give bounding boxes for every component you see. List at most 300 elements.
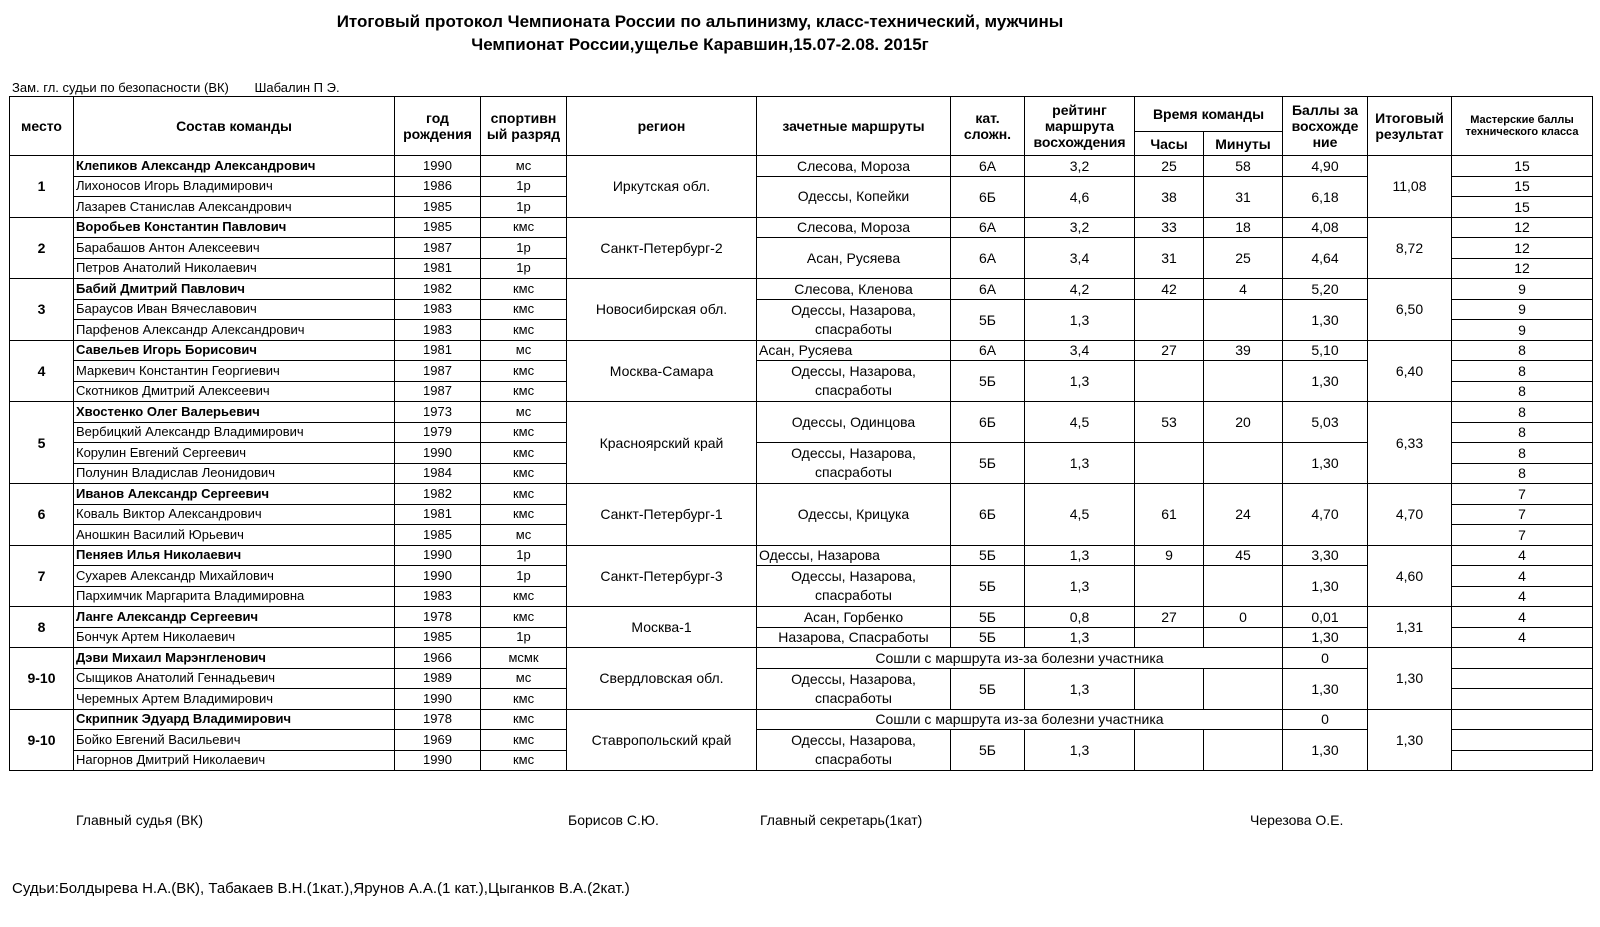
member-rank: мс [481,402,567,423]
route-category: 5Б [951,361,1025,402]
route-category: 6А [951,238,1025,279]
member-name: Барабашов Антон Алексеевич [74,238,395,259]
route-points: 1,30 [1283,668,1368,709]
team-place: 6 [10,484,74,546]
member-name: Скотников Дмитрий Алексеевич [74,381,395,402]
member-birth-year: 1973 [395,402,481,423]
member-name: Черемных Артем Владимирович [74,689,395,710]
team-result: 6,40 [1368,340,1452,402]
member-birth-year: 1983 [395,299,481,320]
member-master-points: 15 [1452,156,1593,177]
route-points: 4,08 [1283,217,1368,238]
route-rating: 1,3 [1025,668,1135,709]
team-place: 7 [10,545,74,607]
route-minutes: 18 [1204,217,1283,238]
team-result: 1,31 [1368,607,1452,648]
member-rank: 1р [481,238,567,259]
withdrawn-points: 0 [1283,709,1368,730]
route-category: 6Б [951,402,1025,443]
member-master-points: 12 [1452,217,1593,238]
route-category: 6А [951,279,1025,300]
route-minutes: 45 [1204,545,1283,566]
member-name: Скрипник Эдуард Владимирович [74,709,395,730]
member-name: Бончук Артем Николаевич [74,627,395,648]
route-hours: 9 [1135,545,1204,566]
route-rating: 4,6 [1025,176,1135,217]
route-category: 5Б [951,566,1025,607]
route-hours [1135,668,1204,709]
member-name: Пархимчик Маргарита Владимировна [74,586,395,607]
member-master-points: 12 [1452,258,1593,279]
team-result: 4,60 [1368,545,1452,607]
member-name: Полунин Владислав Леонидович [74,463,395,484]
route-points: 4,64 [1283,238,1368,279]
member-name: Петров Анатолий Николаевич [74,258,395,279]
route-minutes: 20 [1204,402,1283,443]
table-row [10,566,1593,587]
route-category: 6Б [951,484,1025,546]
route-name: Одессы, Назарова, спасработы [757,361,951,402]
member-birth-year: 1985 [395,525,481,546]
member-birth-year: 1985 [395,627,481,648]
member-rank: кмс [481,422,567,443]
route-category: 5Б [951,545,1025,566]
route-minutes [1204,730,1283,771]
route-rating: 1,3 [1025,566,1135,607]
route-points: 1,30 [1283,299,1368,340]
member-name: Маркевич Константин Георгиевич [74,361,395,382]
member-rank: кмс [481,361,567,382]
route-hours: 33 [1135,217,1204,238]
member-birth-year: 1983 [395,320,481,341]
team-result: 11,08 [1368,156,1452,218]
member-master-points: 8 [1452,361,1593,382]
team-result: 6,50 [1368,279,1452,341]
member-birth-year: 1990 [395,156,481,177]
route-rating: 3,2 [1025,217,1135,238]
member-name: Ланге Александр Сергеевич [74,607,395,628]
team-region: Санкт-Петербург-2 [567,217,757,279]
member-master-points: 15 [1452,197,1593,218]
route-hours [1135,299,1204,340]
member-name: Парфенов Александр Александрович [74,320,395,341]
team-place: 2 [10,217,74,279]
member-birth-year: 1984 [395,463,481,484]
member-birth-year: 1990 [395,545,481,566]
header-category: кат. сложн. [951,97,1025,156]
route-rating: 1,3 [1025,299,1135,340]
member-rank: кмс [481,689,567,710]
secretary-name: Черезова О.Е. [1250,812,1344,828]
route-name: Одессы, Назарова, спасработы [757,566,951,607]
header-year: год рождения [395,97,481,156]
member-master-points: 8 [1452,340,1593,361]
team-result: 6,33 [1368,402,1452,484]
member-master-points: 12 [1452,238,1593,259]
member-rank: 1р [481,545,567,566]
route-name: Асан, Горбенко [757,607,951,628]
member-rank: кмс [481,320,567,341]
route-name: Одессы, Назарова, спасработы [757,443,951,484]
route-category: 5Б [951,607,1025,628]
route-name: Одессы, Копейки [757,176,951,217]
route-hours: 25 [1135,156,1204,177]
route-category: 6Б [951,176,1025,217]
table-row [10,176,1593,197]
member-rank: кмс [481,299,567,320]
route-points: 1,30 [1283,730,1368,771]
member-rank: мсмк [481,648,567,669]
table-row [10,607,1593,628]
route-category: 5Б [951,299,1025,340]
member-rank: кмс [481,217,567,238]
team-region: Новосибирская обл. [567,279,757,341]
header-points: Баллы за восхожде ние [1283,97,1368,156]
route-minutes: 24 [1204,484,1283,546]
member-birth-year: 1978 [395,607,481,628]
route-name: Слесова, Мороза [757,156,951,177]
route-minutes [1204,627,1283,648]
route-rating: 0,8 [1025,607,1135,628]
member-name: Клепиков Александр Александрович [74,156,395,177]
route-category: 5Б [951,627,1025,648]
member-master-points: 4 [1452,627,1593,648]
member-master-points: 15 [1452,176,1593,197]
judges-list: Судьи:Болдырева Н.А.(ВК), Табакаев В.Н.(1кат.),Ярунов А.А.(1 кат.),Цыганков В.А.(2кат.) [12,880,630,897]
route-name: Одессы, Назарова, спасработы [757,730,951,771]
table-row [10,730,1593,751]
table-row [10,545,1593,566]
member-name: Воробьев Константин Павлович [74,217,395,238]
member-name: Аношкин Василий Юрьевич [74,525,395,546]
member-birth-year: 1986 [395,176,481,197]
route-category: 5Б [951,443,1025,484]
withdrawn-note: Сошли с маршрута из-за болезни участника [757,709,1283,730]
route-points: 3,30 [1283,545,1368,566]
table-row [10,156,1593,177]
member-name: Хвостенко Олег Валерьевич [74,402,395,423]
team-region: Москва-Самара [567,340,757,402]
route-hours [1135,566,1204,607]
route-category: 6А [951,217,1025,238]
header-region: регион [567,97,757,156]
table-row [10,484,1593,505]
header-routes: зачетные маршруты [757,97,951,156]
member-master-points [1452,668,1593,689]
member-rank: кмс [481,586,567,607]
team-place: 4 [10,340,74,402]
header-place: место [10,97,74,156]
member-birth-year: 1990 [395,443,481,464]
member-name: Лазарев Станислав Александрович [74,197,395,218]
protocol-title: Итоговый протокол Чемпионата России по альпинизму, класс-технический, мужчины [336,12,1064,31]
table-row [10,238,1593,259]
route-rating: 1,3 [1025,361,1135,402]
results-table [9,96,1593,771]
member-name: Бараусов Иван Вячеславович [74,299,395,320]
route-name: Одессы, Назарова [757,545,951,566]
member-rank: мс [481,340,567,361]
member-master-points: 7 [1452,525,1593,546]
member-rank: 1р [481,627,567,648]
secretary-label: Главный секретарь(1кат) [760,812,923,828]
header-team: Состав команды [74,97,395,156]
table-row [10,279,1593,300]
member-birth-year: 1990 [395,566,481,587]
member-rank: кмс [481,750,567,771]
member-name: Вербицкий Александр Владимирович [74,422,395,443]
route-minutes [1204,566,1283,607]
member-birth-year: 1990 [395,689,481,710]
route-name: Одессы, Назарова, спасработы [757,668,951,709]
route-minutes: 4 [1204,279,1283,300]
member-rank: кмс [481,607,567,628]
route-rating: 3,4 [1025,238,1135,279]
team-place: 9-10 [10,709,74,771]
route-points: 1,30 [1283,627,1368,648]
member-master-points: 8 [1452,463,1593,484]
route-hours: 61 [1135,484,1204,546]
member-birth-year: 1982 [395,279,481,300]
route-points: 1,30 [1283,566,1368,607]
route-hours: 31 [1135,238,1204,279]
header-rating: рейтинг маршрута восхождения [1025,97,1135,156]
table-row [10,361,1593,382]
withdrawn-note: Сошли с маршрута из-за болезни участника [757,648,1283,669]
member-name: Сухарев Александр Михайлович [74,566,395,587]
member-name: Нагорнов Дмитрий Николаевич [74,750,395,771]
route-minutes [1204,361,1283,402]
member-name: Коваль Виктор Александрович [74,504,395,525]
route-minutes [1204,299,1283,340]
member-name: Корулин Евгений Сергеевич [74,443,395,464]
route-name: Асан, Русяева [757,238,951,279]
route-points: 4,90 [1283,156,1368,177]
route-name: Слесова, Мороза [757,217,951,238]
route-minutes: 31 [1204,176,1283,217]
team-result: 1,30 [1368,648,1452,710]
member-rank: кмс [481,504,567,525]
route-rating: 3,4 [1025,340,1135,361]
route-minutes: 58 [1204,156,1283,177]
table-row [10,709,1593,730]
member-master-points: 9 [1452,299,1593,320]
member-birth-year: 1983 [395,586,481,607]
member-master-points: 8 [1452,381,1593,402]
member-master-points [1452,709,1593,730]
member-master-points [1452,750,1593,771]
chief-judge-label: Главный судья (ВК) [76,812,203,828]
route-minutes [1204,668,1283,709]
route-points: 1,30 [1283,443,1368,484]
member-master-points: 4 [1452,545,1593,566]
team-result: 1,30 [1368,709,1452,771]
route-category: 5Б [951,668,1025,709]
route-rating: 1,3 [1025,730,1135,771]
route-points: 5,03 [1283,402,1368,443]
member-master-points: 7 [1452,484,1593,505]
member-rank: кмс [481,463,567,484]
member-master-points: 4 [1452,586,1593,607]
route-rating: 3,2 [1025,156,1135,177]
route-rating: 4,5 [1025,402,1135,443]
team-result: 8,72 [1368,217,1452,279]
member-rank: кмс [481,381,567,402]
table-row [10,402,1593,423]
team-place: 9-10 [10,648,74,710]
championship-subtitle: Чемпионат России,ущелье Каравшин,15.07-2.08. 2015г [471,35,929,54]
deputy-judge-line [12,80,362,95]
member-master-points [1452,730,1593,751]
route-name: Одессы, Крицука [757,484,951,546]
route-minutes [1204,443,1283,484]
header-result: Итоговый результат [1368,97,1452,156]
member-birth-year: 1966 [395,648,481,669]
member-name: Дэви Михаил Марэнгленович [74,648,395,669]
member-master-points: 4 [1452,607,1593,628]
route-points: 5,20 [1283,279,1368,300]
table-row [10,627,1593,648]
route-hours [1135,443,1204,484]
table-row [10,299,1593,320]
member-name: Лихоносов Игорь Владимирович [74,176,395,197]
member-birth-year: 1985 [395,217,481,238]
member-birth-year: 1979 [395,422,481,443]
member-master-points: 4 [1452,566,1593,587]
member-birth-year: 1990 [395,750,481,771]
deputy-judge-label: Зам. гл. судьи по безопасности (ВК) [12,80,229,95]
member-rank: 1р [481,176,567,197]
member-birth-year: 1982 [395,484,481,505]
member-birth-year: 1981 [395,504,481,525]
member-birth-year: 1987 [395,361,481,382]
route-category: 6А [951,156,1025,177]
member-birth-year: 1981 [395,258,481,279]
route-name: Слесова, Кленова [757,279,951,300]
member-name: Пеняев Илья Николаевич [74,545,395,566]
member-rank: мс [481,668,567,689]
member-master-points [1452,689,1593,710]
route-rating: 1,3 [1025,443,1135,484]
route-hours: 38 [1135,176,1204,217]
member-name: Иванов Александр Сергеевич [74,484,395,505]
member-rank: 1р [481,566,567,587]
route-rating: 1,3 [1025,627,1135,648]
header-team-time: Время команды [1135,97,1283,132]
table-row [10,217,1593,238]
deputy-judge-name: Шабалин П Э. [254,80,340,95]
header-hours: Часы [1135,132,1204,156]
team-place: 1 [10,156,74,218]
member-master-points: 9 [1452,279,1593,300]
team-region: Свердловская обл. [567,648,757,710]
table-row [10,668,1593,689]
member-master-points [1452,648,1593,669]
team-region: Москва-1 [567,607,757,648]
route-name: Одессы, Назарова, спасработы [757,299,951,340]
route-hours: 42 [1135,279,1204,300]
member-birth-year: 1985 [395,197,481,218]
withdrawn-points: 0 [1283,648,1368,669]
route-minutes: 0 [1204,607,1283,628]
team-region: Санкт-Петербург-1 [567,484,757,546]
route-name: Асан, Русяева [757,340,951,361]
team-region: Ставропольский край [567,709,757,771]
member-name: Савельев Игорь Борисович [74,340,395,361]
member-master-points: 8 [1452,402,1593,423]
member-birth-year: 1989 [395,668,481,689]
route-minutes: 39 [1204,340,1283,361]
member-rank: кмс [481,443,567,464]
team-place: 5 [10,402,74,484]
table-row [10,648,1593,669]
member-rank: кмс [481,279,567,300]
member-rank: мс [481,156,567,177]
team-result: 4,70 [1368,484,1452,546]
route-name: Одессы, Одинцова [757,402,951,443]
route-name: Назарова, Спасработы [757,627,951,648]
route-category: 6А [951,340,1025,361]
member-master-points: 7 [1452,504,1593,525]
route-points: 1,30 [1283,361,1368,402]
header-master-points: Мастерские баллы технического класса [1452,97,1593,156]
route-category: 5Б [951,730,1025,771]
table-row [10,340,1593,361]
route-hours: 27 [1135,607,1204,628]
team-region: Санкт-Петербург-3 [567,545,757,607]
route-points: 0,01 [1283,607,1368,628]
chief-judge-name: Борисов С.Ю. [568,812,659,828]
member-master-points: 8 [1452,422,1593,443]
member-master-points: 8 [1452,443,1593,464]
route-rating: 4,2 [1025,279,1135,300]
header-rank: спортивн ый разряд [481,97,567,156]
route-points: 6,18 [1283,176,1368,217]
route-rating: 1,3 [1025,545,1135,566]
header-minutes: Минуты [1204,132,1283,156]
team-region: Иркутская обл. [567,156,757,218]
route-hours [1135,627,1204,648]
member-birth-year: 1969 [395,730,481,751]
member-rank: мс [481,525,567,546]
route-rating: 4,5 [1025,484,1135,546]
member-birth-year: 1978 [395,709,481,730]
route-hours [1135,730,1204,771]
route-points: 4,70 [1283,484,1368,546]
member-name: Бойко Евгений Васильевич [74,730,395,751]
member-name: Бабий Дмитрий Павлович [74,279,395,300]
results-body [10,156,1593,771]
route-hours: 53 [1135,402,1204,443]
route-minutes: 25 [1204,238,1283,279]
team-region: Красноярский край [567,402,757,484]
route-points: 5,10 [1283,340,1368,361]
member-rank: кмс [481,709,567,730]
member-rank: кмс [481,730,567,751]
member-birth-year: 1981 [395,340,481,361]
member-rank: 1р [481,258,567,279]
member-name: Сыщиков Анатолий Геннадьевич [74,668,395,689]
member-birth-year: 1987 [395,381,481,402]
team-place: 3 [10,279,74,341]
member-rank: кмс [481,484,567,505]
member-birth-year: 1987 [395,238,481,259]
team-place: 8 [10,607,74,648]
member-master-points: 9 [1452,320,1593,341]
table-row [10,443,1593,464]
route-hours: 27 [1135,340,1204,361]
route-hours [1135,361,1204,402]
